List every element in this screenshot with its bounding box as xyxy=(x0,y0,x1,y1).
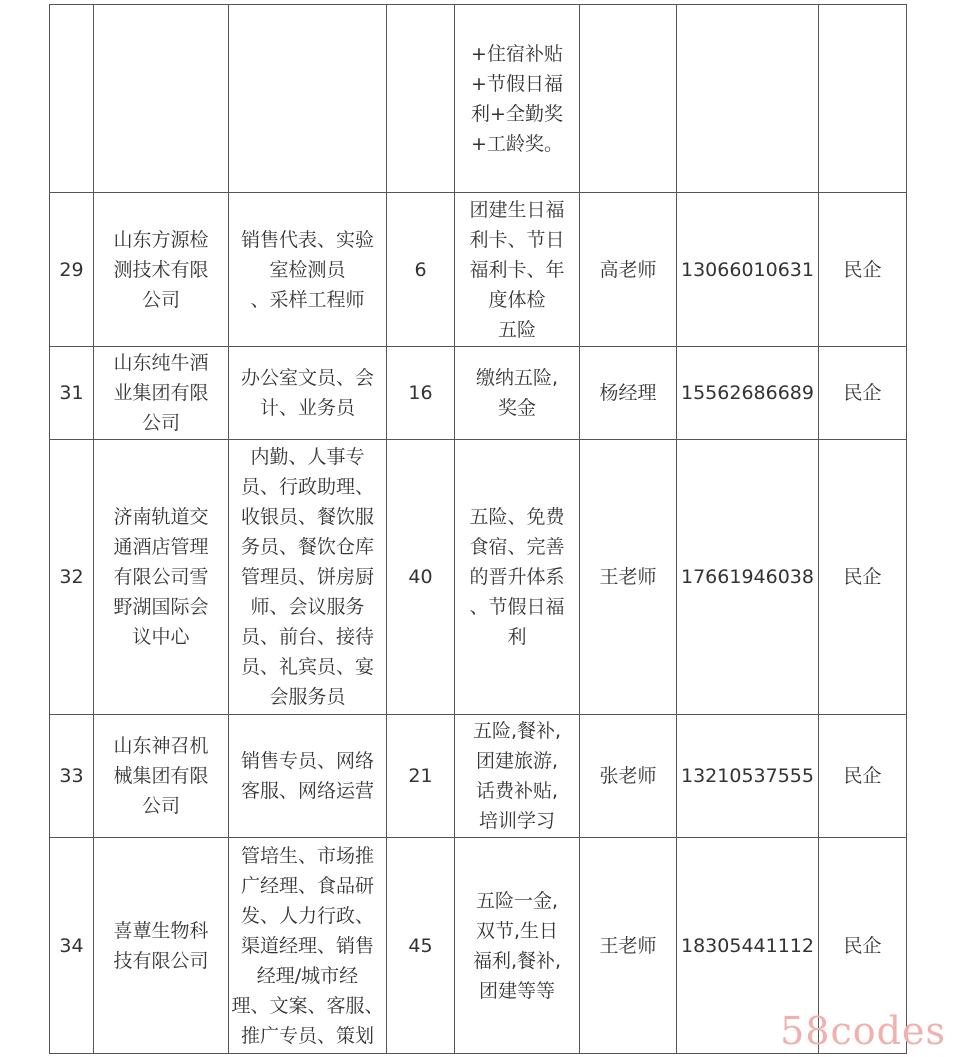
company-line: 济南轨道交 xyxy=(113,506,209,528)
company-type-cell: 民企 xyxy=(819,347,907,440)
company-line: 业集团有限 xyxy=(113,382,209,404)
company-line: 山东纯牛酒 xyxy=(113,352,209,374)
table-row xyxy=(50,838,907,1054)
benefits-cell xyxy=(455,838,580,1054)
benefits-line: 缴纳五险, xyxy=(475,367,559,389)
benefits-line: 的晋升体系 xyxy=(469,566,565,588)
positions-line: 经理/城市经 xyxy=(256,964,359,987)
benefits-line: +住宿补贴 xyxy=(471,42,563,65)
positions-line: 管培生、市场推 xyxy=(240,844,374,867)
company-line: 测技术有限 xyxy=(113,258,209,281)
headcount-cell: 21 xyxy=(387,715,455,838)
company-line: 野湖国际会 xyxy=(113,596,209,618)
headcount-cell: 45 xyxy=(387,838,455,1054)
benefits-cell xyxy=(455,347,580,440)
headcount-cell xyxy=(387,5,455,193)
company-cell xyxy=(94,715,229,838)
positions-line: 务员、餐饮仓库 xyxy=(240,536,374,558)
benefits-line: 利 xyxy=(507,626,527,648)
benefits-cell xyxy=(455,715,580,838)
positions-cell xyxy=(229,347,387,440)
benefits-line: 话费补贴, xyxy=(475,780,559,802)
benefits-line: 五险一金, xyxy=(475,889,559,912)
benefits-line: 利卡、节日 xyxy=(469,228,565,251)
benefits-line: 福利卡、年 xyxy=(469,258,565,281)
positions-line: 理、文案、客服、 xyxy=(231,994,384,1017)
phone-cell: 13066010631 xyxy=(677,193,819,347)
company-type-cell: 民企 xyxy=(819,715,907,838)
table-row xyxy=(50,347,907,440)
phone-cell: 18305441112 xyxy=(677,838,819,1054)
row-number-cell: 33 xyxy=(50,715,94,838)
company-type-cell: 民企 xyxy=(819,193,907,347)
table-row xyxy=(50,193,907,347)
company-type-cell: 民企 xyxy=(819,440,907,715)
positions-cell xyxy=(229,715,387,838)
positions-line: 销售专员、网络 xyxy=(240,750,374,772)
positions-line: 销售代表、实验 xyxy=(240,228,374,251)
benefits-cell xyxy=(455,5,580,193)
benefits-line: +节假日福 xyxy=(471,72,563,95)
table-row xyxy=(50,5,907,193)
benefits-line: 奖金 xyxy=(497,397,536,419)
company-line: 有限公司雪 xyxy=(113,566,209,588)
benefits-line: 双节,生日 xyxy=(475,919,559,942)
company-line: 议中心 xyxy=(132,626,190,648)
company-line: 喜蕈生物科 xyxy=(113,919,209,942)
company-cell xyxy=(94,347,229,440)
headcount-cell: 6 xyxy=(387,193,455,347)
company-line: 山东神召机 xyxy=(113,735,209,757)
positions-line: 员、行政助理、 xyxy=(240,476,374,498)
positions-line: 计、业务员 xyxy=(259,397,355,419)
phone-cell xyxy=(677,5,819,193)
benefits-line: 食宿、完善 xyxy=(469,536,565,558)
benefits-line: 团建旅游, xyxy=(475,750,559,772)
company-line: 山东方源检 xyxy=(113,228,209,251)
row-number-cell: 29 xyxy=(50,193,94,347)
table-row xyxy=(50,440,907,715)
benefits-line: +工龄奖。 xyxy=(471,132,563,155)
row-number-cell: 34 xyxy=(50,838,94,1054)
positions-line: 管理员、饼房厨 xyxy=(240,566,374,588)
positions-line: 、采样工程师 xyxy=(250,288,365,311)
row-number-cell xyxy=(50,5,94,193)
positions-line: 员、前台、接待 xyxy=(240,626,374,648)
positions-line: 师、会议服务 xyxy=(250,596,365,618)
benefits-line: 团建等等 xyxy=(478,979,555,1002)
positions-line: 广经理、食品研 xyxy=(240,874,374,897)
positions-line: 渠道经理、销售 xyxy=(240,934,374,957)
benefits-line: 福利,餐补, xyxy=(472,949,562,972)
table-row xyxy=(50,715,907,838)
positions-cell xyxy=(229,440,387,715)
positions-cell xyxy=(229,5,387,193)
contact-cell xyxy=(580,5,677,193)
company-line: 技有限公司 xyxy=(113,949,209,972)
phone-cell: 13210537555 xyxy=(677,715,819,838)
contact-cell: 杨经理 xyxy=(580,347,677,440)
company-cell xyxy=(94,5,229,193)
benefits-line: 五险,餐补, xyxy=(472,720,562,742)
benefits-cell xyxy=(455,193,580,347)
positions-line: 内勤、人事专 xyxy=(250,446,365,468)
phone-cell: 17661946038 xyxy=(677,440,819,715)
headcount-cell: 16 xyxy=(387,347,455,440)
company-type-cell: 民企 xyxy=(819,838,907,1054)
row-number-cell: 31 xyxy=(50,347,94,440)
positions-line: 推广专员、策划 xyxy=(240,1024,374,1047)
benefits-line: 度体检 xyxy=(488,288,546,311)
positions-line: 会服务员 xyxy=(269,686,346,708)
benefits-line: 利+全勤奖 xyxy=(471,102,563,125)
company-type-cell xyxy=(819,5,907,193)
company-cell xyxy=(94,193,229,347)
contact-cell: 高老师 xyxy=(580,193,677,347)
phone-cell: 15562686689 xyxy=(677,347,819,440)
benefits-cell xyxy=(455,440,580,715)
row-number-cell: 32 xyxy=(50,440,94,715)
positions-line: 员、礼宾员、宴 xyxy=(240,656,374,678)
company-line: 公司 xyxy=(141,288,180,311)
positions-line: 收银员、餐饮服 xyxy=(240,506,374,528)
contact-cell: 张老师 xyxy=(580,715,677,838)
company-line: 械集团有限 xyxy=(113,765,209,787)
company-line: 公司 xyxy=(141,795,180,817)
positions-line: 客服、网络运营 xyxy=(240,780,374,802)
positions-line: 室检测员 xyxy=(269,258,346,281)
contact-cell: 王老师 xyxy=(580,440,677,715)
recruitment-table xyxy=(49,4,907,1054)
company-cell xyxy=(94,838,229,1054)
benefits-line: 、节假日福 xyxy=(469,596,565,618)
benefits-line: 团建生日福 xyxy=(469,198,565,221)
benefits-line: 五险、免费 xyxy=(469,506,565,528)
positions-line: 发、人力行政、 xyxy=(240,904,374,927)
watermark: 58codes xyxy=(780,1009,946,1053)
headcount-cell: 40 xyxy=(387,440,455,715)
table-body xyxy=(50,5,907,1054)
positions-cell xyxy=(229,838,387,1054)
positions-cell xyxy=(229,193,387,347)
benefits-line: 五险 xyxy=(497,318,536,341)
company-cell xyxy=(94,440,229,715)
positions-line: 办公室文员、会 xyxy=(240,367,374,389)
company-line: 通酒店管理 xyxy=(113,536,209,558)
company-line: 公司 xyxy=(141,412,180,434)
contact-cell: 王老师 xyxy=(580,838,677,1054)
benefits-line: 培训学习 xyxy=(478,810,555,832)
